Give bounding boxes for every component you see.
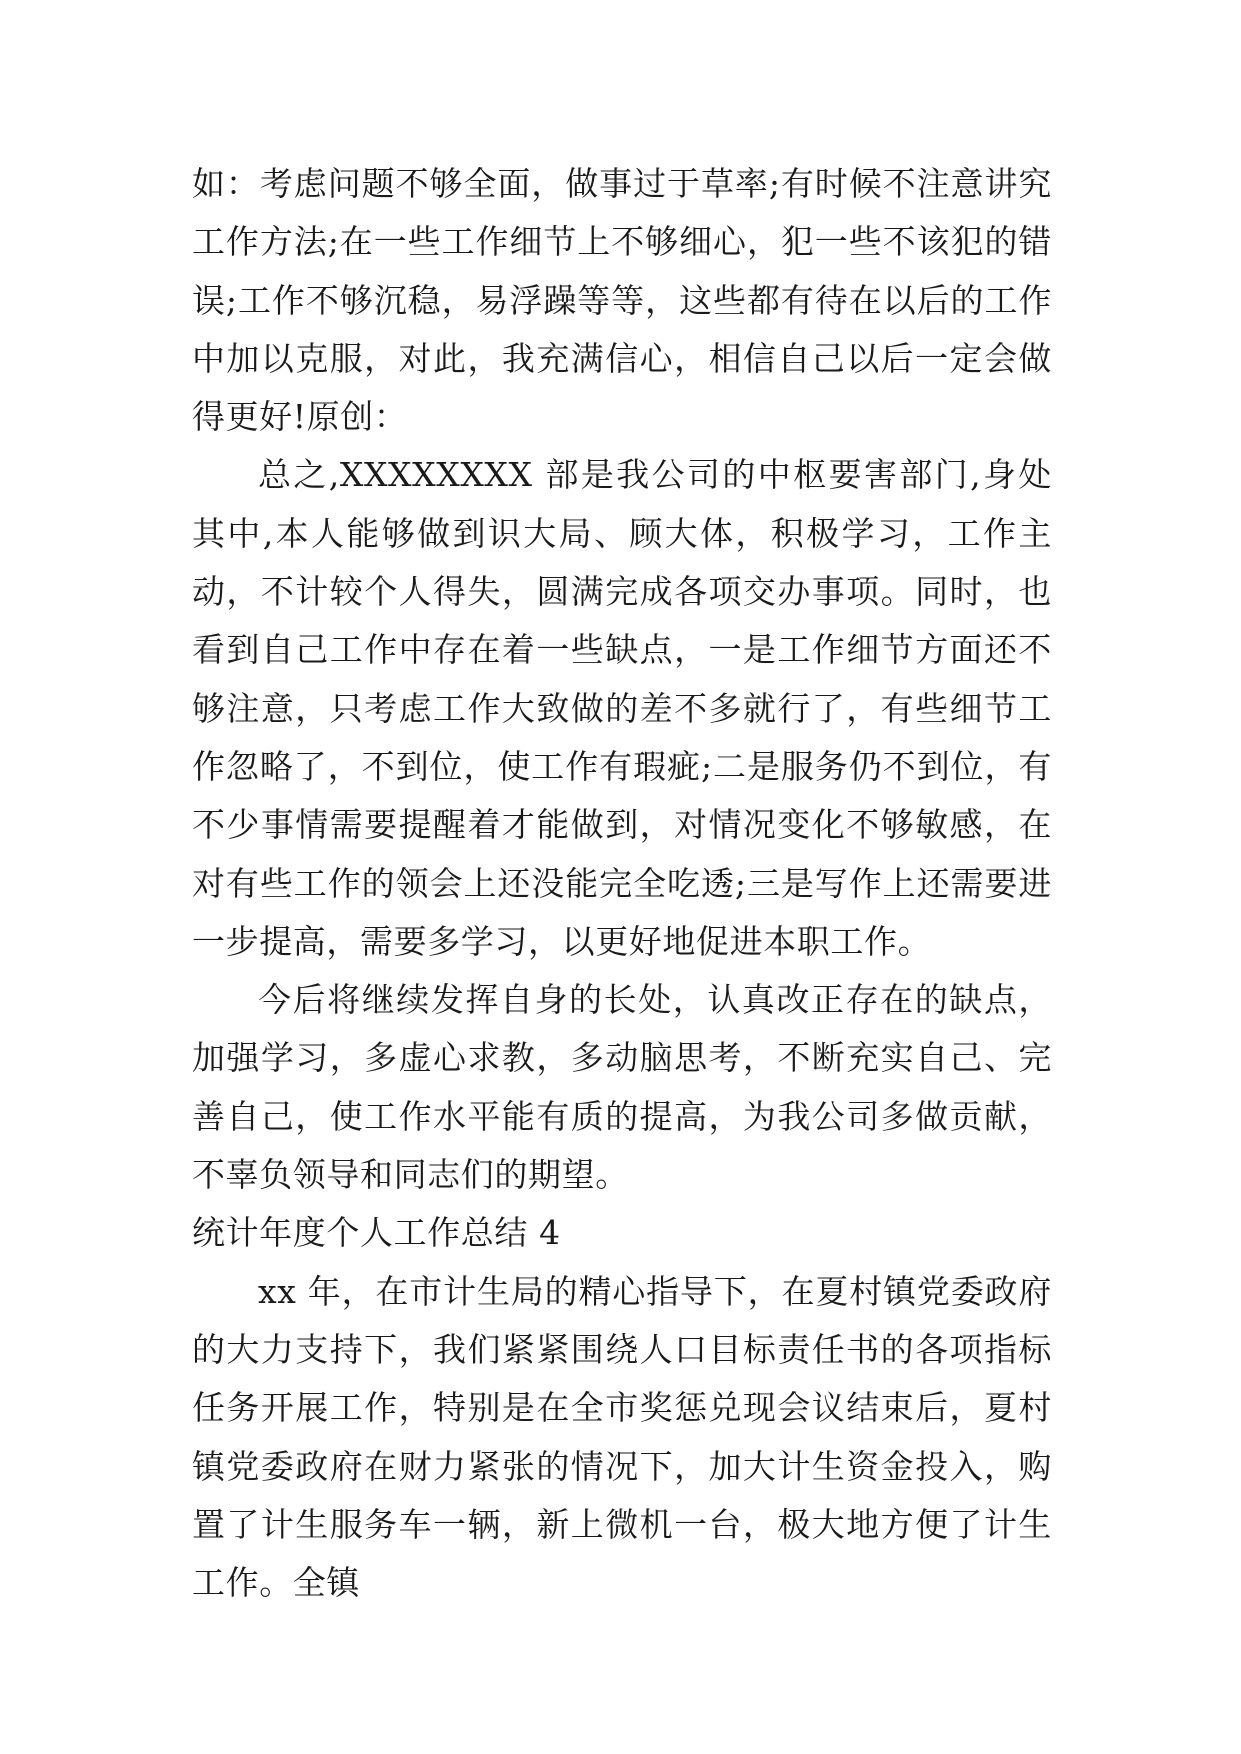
paragraph-continuation: 如：考虑问题不够全面，做事过于草率;有时候不注意讲究工作方法;在一些工作细节上不够细心，犯一些不该犯的错误;工作不够沉稳，易浮躁等等，这些都有待在以后的工作中加以克服，对此，我充满信心，相信自己以后一定会做得更好!原创：	[192, 164, 1052, 437]
section-heading: 统计年度个人工作总结 4	[192, 1213, 561, 1253]
document-body	[192, 155, 1052, 1612]
paragraph-summary: 总之,XXXXXXXX 部是我公司的中枢要害部门,身处其中,本人能够做到识大局、顾大体，积极学习，工作主动，不计较个人得失，圆满完成各项交办事项。同时，也看到自己工作中存在着一些缺点，一是工作细节方面还不够注意，只考虑工作大致做的差不多就行了，有些细节工作忽略了，不到位，使工作有瑕疵;二是服务仍不到位，有不少事情需要提醒着才能做到，对情况变化不够敏感，在对有些工作的领会上还没能完全吃透;三是写作上还需要进一步提高，需要多学习，以更好地促进本职工作。	[192, 455, 1052, 961]
paragraph-future-plan: 今后将继续发挥自身的长处，认真改正存在的缺点，加强学习，多虚心求教，多动脑思考，不断充实自己、完善自己，使工作水平能有质的提高，为我公司多做贡献，不辜负领导和同志们的期望。	[192, 980, 1052, 1195]
paragraph-section-intro: xx 年，在市计生局的精心指导下，在夏村镇党委政府的大力支持下，我们紧紧围绕人口目标责任书的各项指标任务开展工作，特别是在全市奖惩兑现会议结束后，夏村镇党委政府在财力紧张的情况下，加大计生资金投入，购置了计生服务车一辆，新上微机一台，极大地方便了计生工作。全镇	[192, 1271, 1052, 1603]
